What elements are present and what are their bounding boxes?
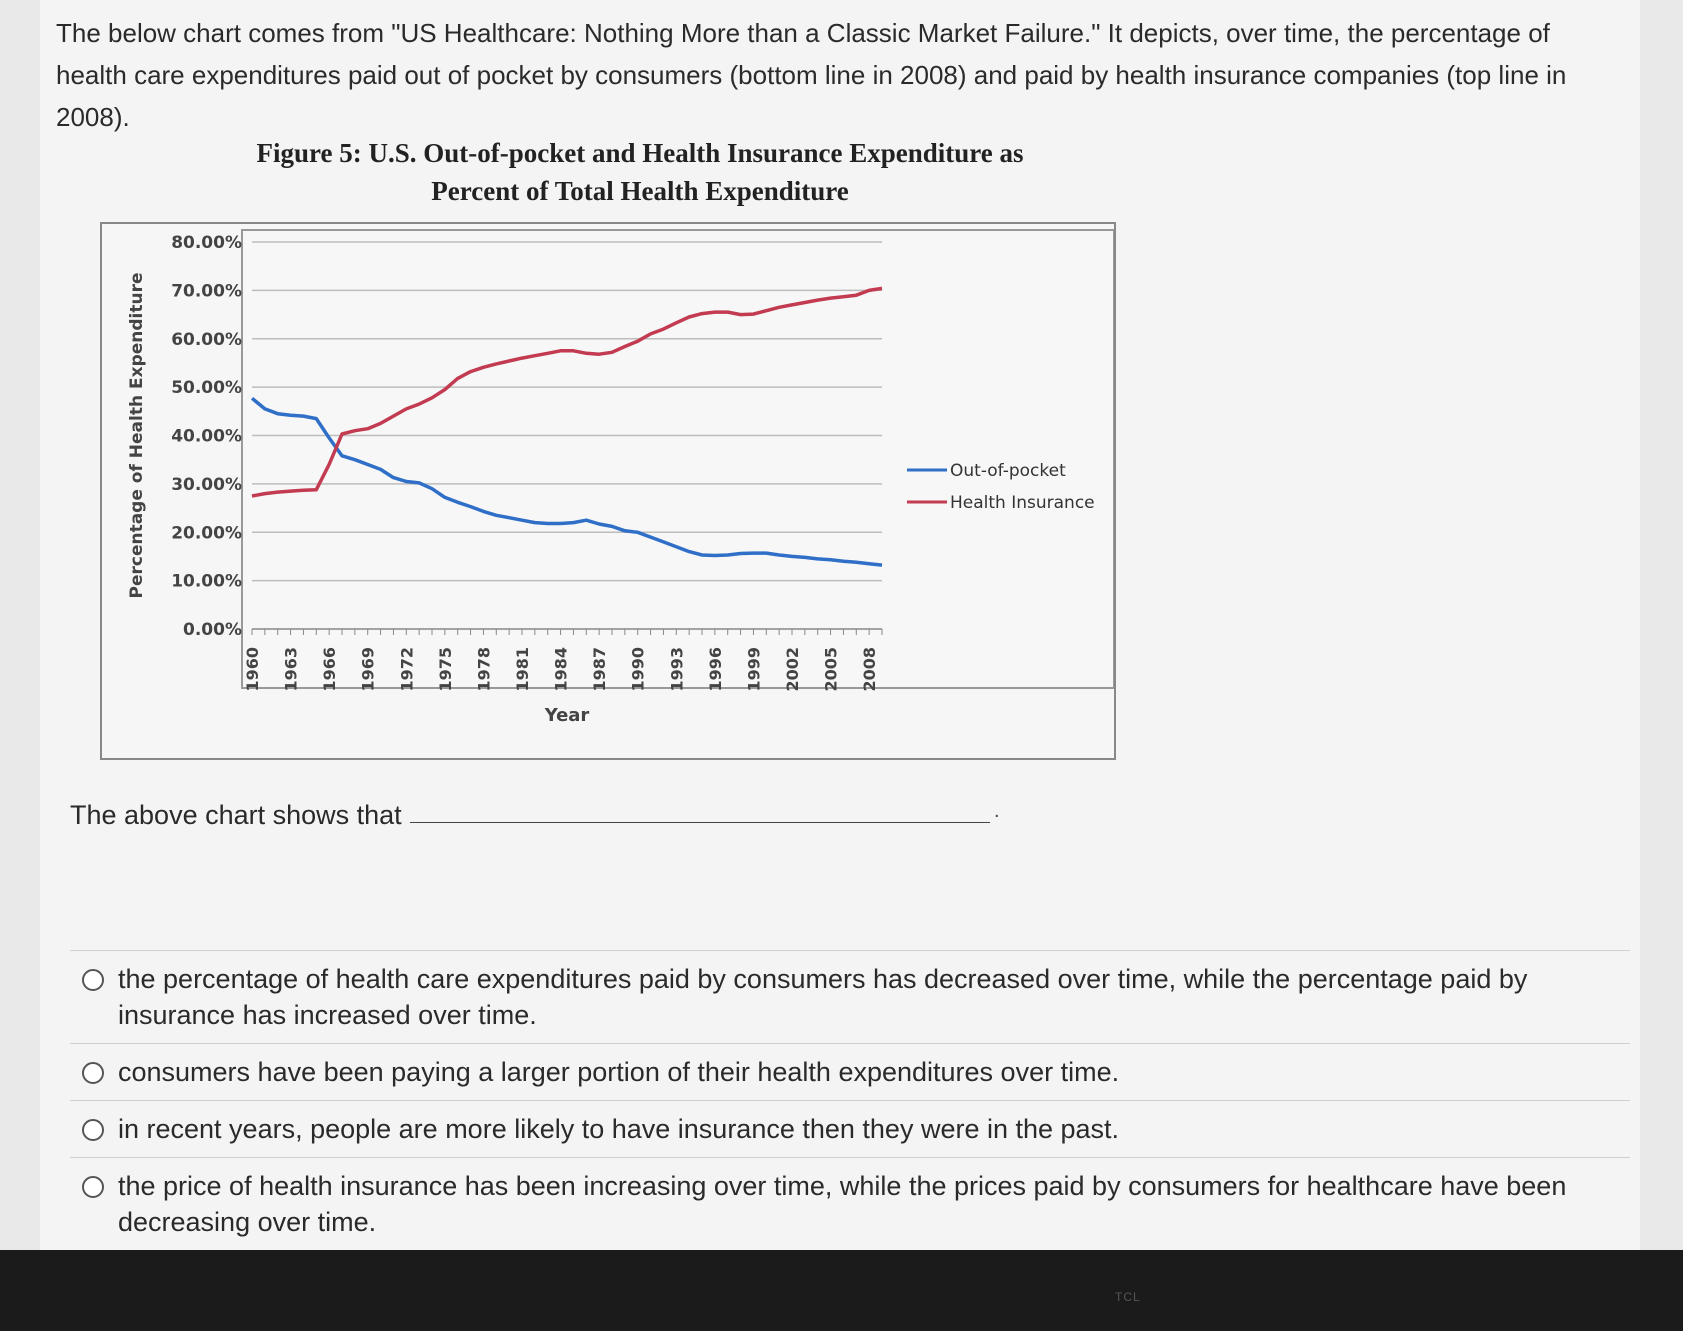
x-tick-label: 1972 <box>397 647 417 692</box>
figure-title-line2: Percent of Total Health Expenditure <box>431 176 849 206</box>
x-tick-label: 1993 <box>667 647 687 692</box>
option-1[interactable] <box>70 950 1630 1043</box>
x-tick-label: 1969 <box>358 647 378 692</box>
x-tick-label: 1966 <box>320 647 340 692</box>
chart-frame <box>100 222 1116 760</box>
y-tick-label: 60.00% <box>171 329 242 350</box>
figure-title <box>200 134 1080 210</box>
answer-options <box>70 950 1630 1250</box>
y-tick-label: 30.00% <box>171 474 242 495</box>
x-tick-label: 1963 <box>281 647 301 692</box>
y-tick-label: 0.00% <box>183 620 242 640</box>
radio-button[interactable] <box>82 969 104 991</box>
y-tick-label: 10.00% <box>171 571 242 592</box>
question-end-mark: . <box>994 800 1000 822</box>
radio-button[interactable] <box>82 1176 104 1198</box>
option-label: the price of health insurance has been increasing over time, while the prices paid by consumers for healthcare have been decreasing over time. <box>118 1171 1567 1237</box>
x-tick-label: 2008 <box>860 647 880 692</box>
line-chart <box>102 224 1114 758</box>
y-axis-title: Percentage of Health Expenditure <box>127 272 147 599</box>
x-tick-label: 1999 <box>744 647 764 692</box>
radio-button[interactable] <box>82 1119 104 1141</box>
option-label: the percentage of health care expenditures paid by consumers has decreased over time, while the percentage paid by insurance has increased over time. <box>118 964 1528 1030</box>
option-label: in recent years, people are more likely to have insurance then they were in the past. <box>118 1114 1120 1144</box>
answer-blank <box>410 822 990 823</box>
option-4[interactable] <box>70 1157 1630 1250</box>
x-tick-label: 2002 <box>783 647 802 692</box>
figure-title-line1: Figure 5: U.S. Out-of-pocket and Health Insurance Expenditure as <box>256 138 1024 168</box>
y-tick-label: 20.00% <box>171 523 242 544</box>
option-2[interactable] <box>70 1043 1630 1100</box>
x-tick-label: 1981 <box>513 647 532 692</box>
x-tick-label: 1990 <box>628 647 648 692</box>
x-axis-title: Year <box>544 705 590 726</box>
y-tick-label: 50.00% <box>171 378 242 399</box>
legend-label: Out-of-pocket <box>950 461 1066 481</box>
x-tick-label: 1960 <box>243 647 262 692</box>
monitor-bezel <box>0 1250 1683 1331</box>
radio-button[interactable] <box>82 1062 104 1084</box>
x-tick-label: 1978 <box>474 647 494 692</box>
x-tick-label: 1984 <box>551 647 571 692</box>
y-tick-label: 40.00% <box>171 426 242 447</box>
x-tick-label: 1996 <box>705 647 725 692</box>
question-text: The above chart shows that <box>70 800 402 830</box>
x-tick-label: 1975 <box>435 647 455 692</box>
legend-label: Health Insurance <box>950 493 1095 513</box>
tv-brand-logo: TCL <box>1115 1290 1141 1304</box>
y-tick-label: 70.00% <box>171 281 242 302</box>
intro-paragraph: The below chart comes from "US Healthcare: Nothing More than a Classic Market Failure." It depicts, over time, the percentage of health care expenditures paid out of pocket by consumers (bottom line in 2008) and paid by health insurance companies (top line in 2008). <box>56 18 1567 132</box>
x-tick-label: 1987 <box>590 647 610 692</box>
plot-area-border <box>242 230 1114 688</box>
question-prompt <box>70 800 402 831</box>
y-tick-label: 80.00% <box>171 233 242 253</box>
option-3[interactable] <box>70 1100 1630 1157</box>
x-tick-label: 2005 <box>821 647 841 692</box>
option-label: consumers have been paying a larger portion of their health expenditures over time. <box>118 1057 1120 1087</box>
